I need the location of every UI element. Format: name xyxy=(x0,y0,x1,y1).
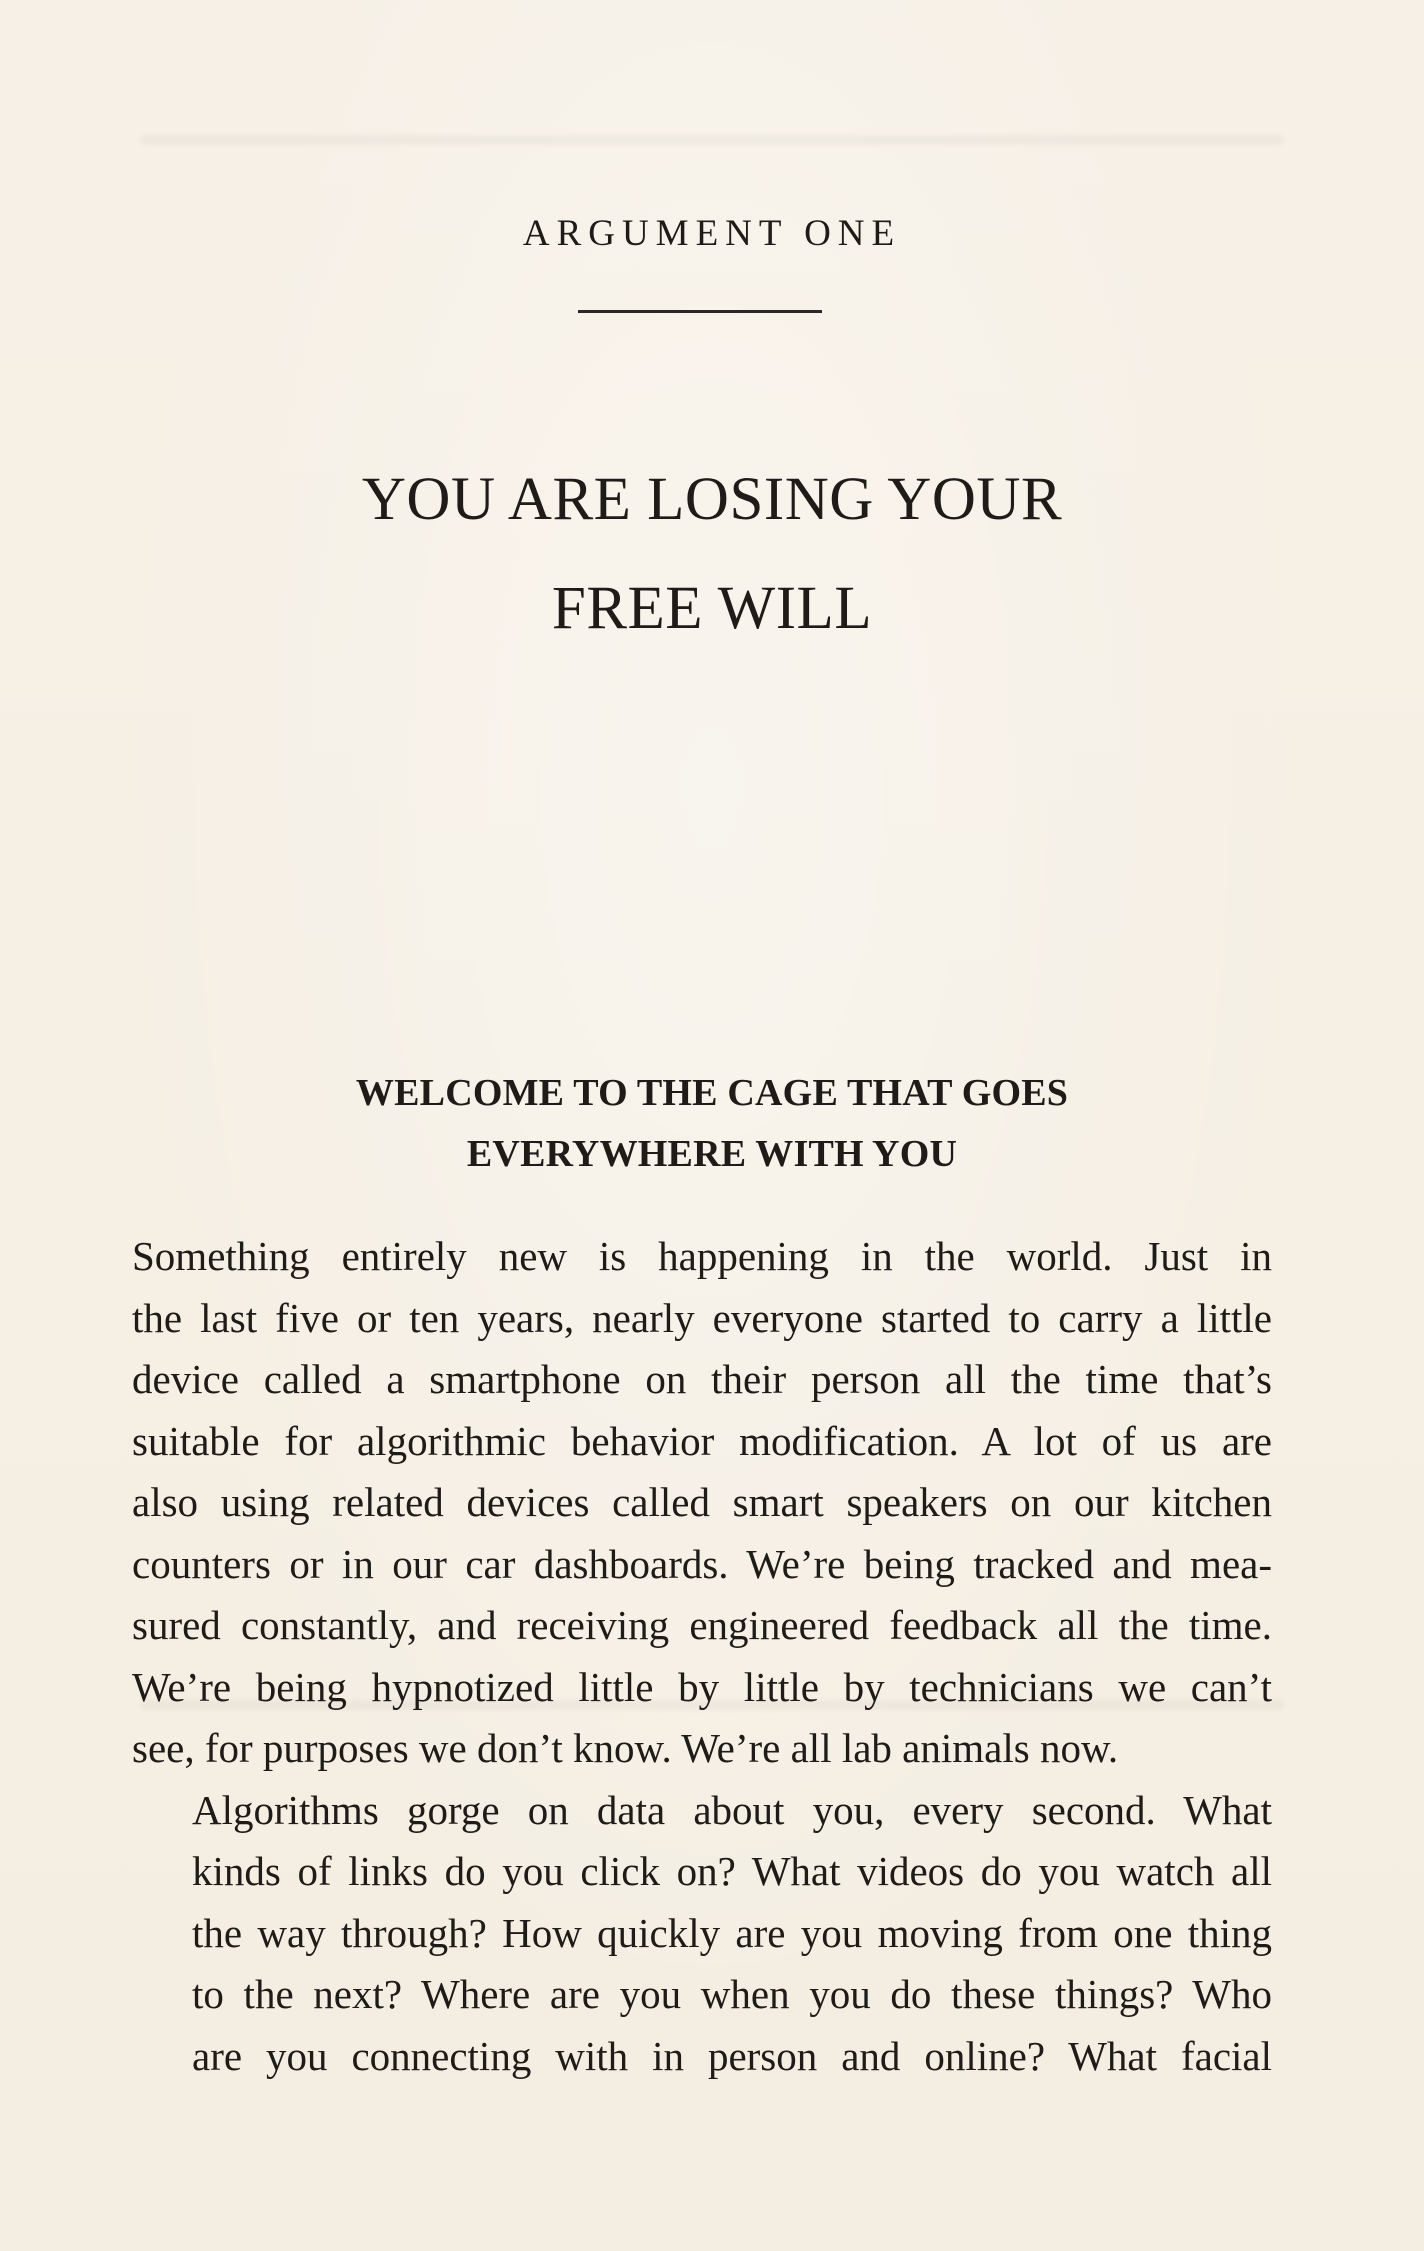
text-line: also using related devices called smart speakers on our kitchen xyxy=(132,1479,1272,1525)
text-line: Algorithms gorge on data about you, every second. What xyxy=(192,1786,1272,1833)
text-line: are you connecting with in person and online? What facial xyxy=(192,2032,1272,2079)
body-text xyxy=(132,1226,1272,2087)
section-heading xyxy=(0,1063,1424,1185)
paragraph-2 xyxy=(132,1780,1272,2088)
text-line: sured constantly, and receiving engineered feedback all the time. xyxy=(132,1602,1272,1648)
text-line: counters or in our car dashboards. We’re being tracked and mea- xyxy=(132,1540,1272,1587)
chapter-title-line-2: FREE WILL xyxy=(551,575,873,642)
show-through-shadow xyxy=(140,135,1284,145)
chapter-label: ARGUMENT ONE xyxy=(522,213,902,254)
paragraph-1 xyxy=(132,1226,1272,1780)
chapter-title xyxy=(0,445,1424,663)
text-line: the last five or ten years, nearly everyone started to carry a little xyxy=(132,1294,1272,1341)
chapter-divider xyxy=(578,310,822,313)
text-line: the way through? How quickly are you moving from one thing xyxy=(192,1909,1272,1956)
chapter-title-line-1: YOU ARE LOSING YOUR xyxy=(361,466,1063,533)
text-line: kinds of links do you click on? What videos do you watch all xyxy=(192,1848,1272,1894)
text-line: suitable for algorithmic behavior modification. A lot of us are xyxy=(132,1417,1272,1464)
text-line: to the next? Where are you when you do these things? Who xyxy=(192,1971,1272,2017)
text-line: Something entirely new is happening in the world. Just in xyxy=(132,1233,1272,1279)
text-line: We’re being hypnotized little by little by technicians we can’t xyxy=(132,1663,1272,1710)
section-heading-line-2: EVERYWHERE WITH YOU xyxy=(466,1133,958,1175)
text-line: device called a smartphone on their person all the time that’s xyxy=(132,1356,1272,1402)
section-heading-line-1: WELCOME TO THE CAGE THAT GOES xyxy=(355,1072,1069,1114)
text-line: see, for purposes we don’t know. We’re all lab animals now. xyxy=(132,1725,1119,1771)
